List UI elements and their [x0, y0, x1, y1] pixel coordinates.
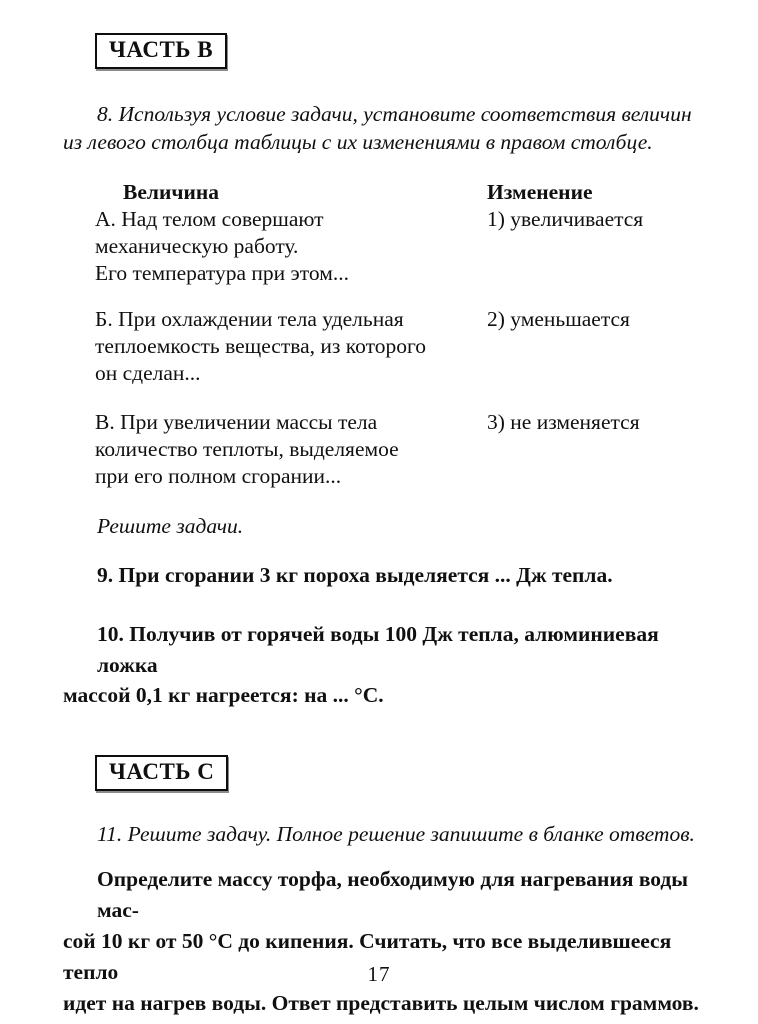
matching-row-b	[95, 306, 710, 387]
matching-row-b-line3: он сделан...	[95, 361, 201, 385]
matching-row-v-line3: при его полном сгорании...	[95, 464, 342, 488]
part-c-heading-box	[95, 755, 228, 791]
task8-line1: 8. Используя условие задачи, установите соответствия величин	[97, 102, 692, 126]
task11-body-line2: сой 10 кг от 50 °С до кипения. Считать, что все выделившееся тепло	[63, 929, 672, 984]
matching-option-2: 2) уменьшается	[487, 307, 630, 331]
matching-row-v-line1: В. При увеличении массы тела	[95, 410, 378, 434]
matching-row-a	[95, 206, 710, 287]
page-number: 17	[367, 962, 391, 986]
task8-instruction	[63, 101, 703, 156]
matching-table	[95, 179, 710, 490]
matching-row-v-left	[95, 409, 487, 490]
solve-tasks-prompt-text: Решите задачи.	[97, 514, 244, 538]
task10-line2: массой 0,1 кг нагреется: на ... °С.	[63, 683, 384, 707]
task8-line2: из левого столбца таблицы с их изменениями в правом столбце.	[63, 129, 653, 154]
task10-line1: 10. Получив от горячей воды 100 Дж тепла, алюминиевая ложка	[97, 622, 659, 677]
task11-body-line3: идет на нагрев воды. Ответ представить целым числом граммов.	[63, 991, 699, 1015]
task9-text	[63, 562, 703, 589]
matching-right-header: Изменение	[487, 180, 593, 204]
part-b-label: ЧАСТЬ В	[109, 37, 214, 62]
task10-text	[63, 619, 703, 711]
matching-row-b-left	[95, 306, 487, 387]
part-c-label: ЧАСТЬ С	[109, 759, 215, 784]
task11-line1: 11. Решите задачу. Полное решение запишите в бланке ответов.	[97, 822, 695, 846]
matching-row-v-line2: количество теплоты, выделяемое	[95, 437, 399, 461]
part-b-heading-box	[95, 33, 227, 69]
matching-row-a-left	[95, 206, 487, 287]
task11-body-line1: Определите массу торфа, необходимую для нагревания воды мас-	[97, 867, 689, 922]
matching-row-a-line1: А. Над телом совершают	[95, 207, 324, 231]
task11-instruction	[63, 821, 703, 848]
matching-left-header: Величина	[123, 180, 219, 204]
matching-row-a-line3: Его температура при этом...	[95, 261, 349, 285]
matching-option-1: 1) увеличивается	[487, 207, 644, 231]
matching-row-v	[95, 409, 710, 490]
task11-problem-text	[63, 864, 705, 1019]
matching-row-a-line2: механическую работу.	[95, 234, 299, 258]
matching-option-3: 3) не изменяется	[487, 410, 640, 434]
solve-tasks-prompt	[63, 513, 703, 540]
task9-line1: 9. При сгорании 3 кг пороха выделяется ... Дж тепла.	[97, 563, 613, 587]
matching-header-row	[95, 179, 710, 206]
matching-row-b-line1: Б. При охлаждении тела удельная	[95, 307, 404, 331]
matching-row-b-line2: теплоемкость вещества, из которого	[95, 334, 426, 358]
